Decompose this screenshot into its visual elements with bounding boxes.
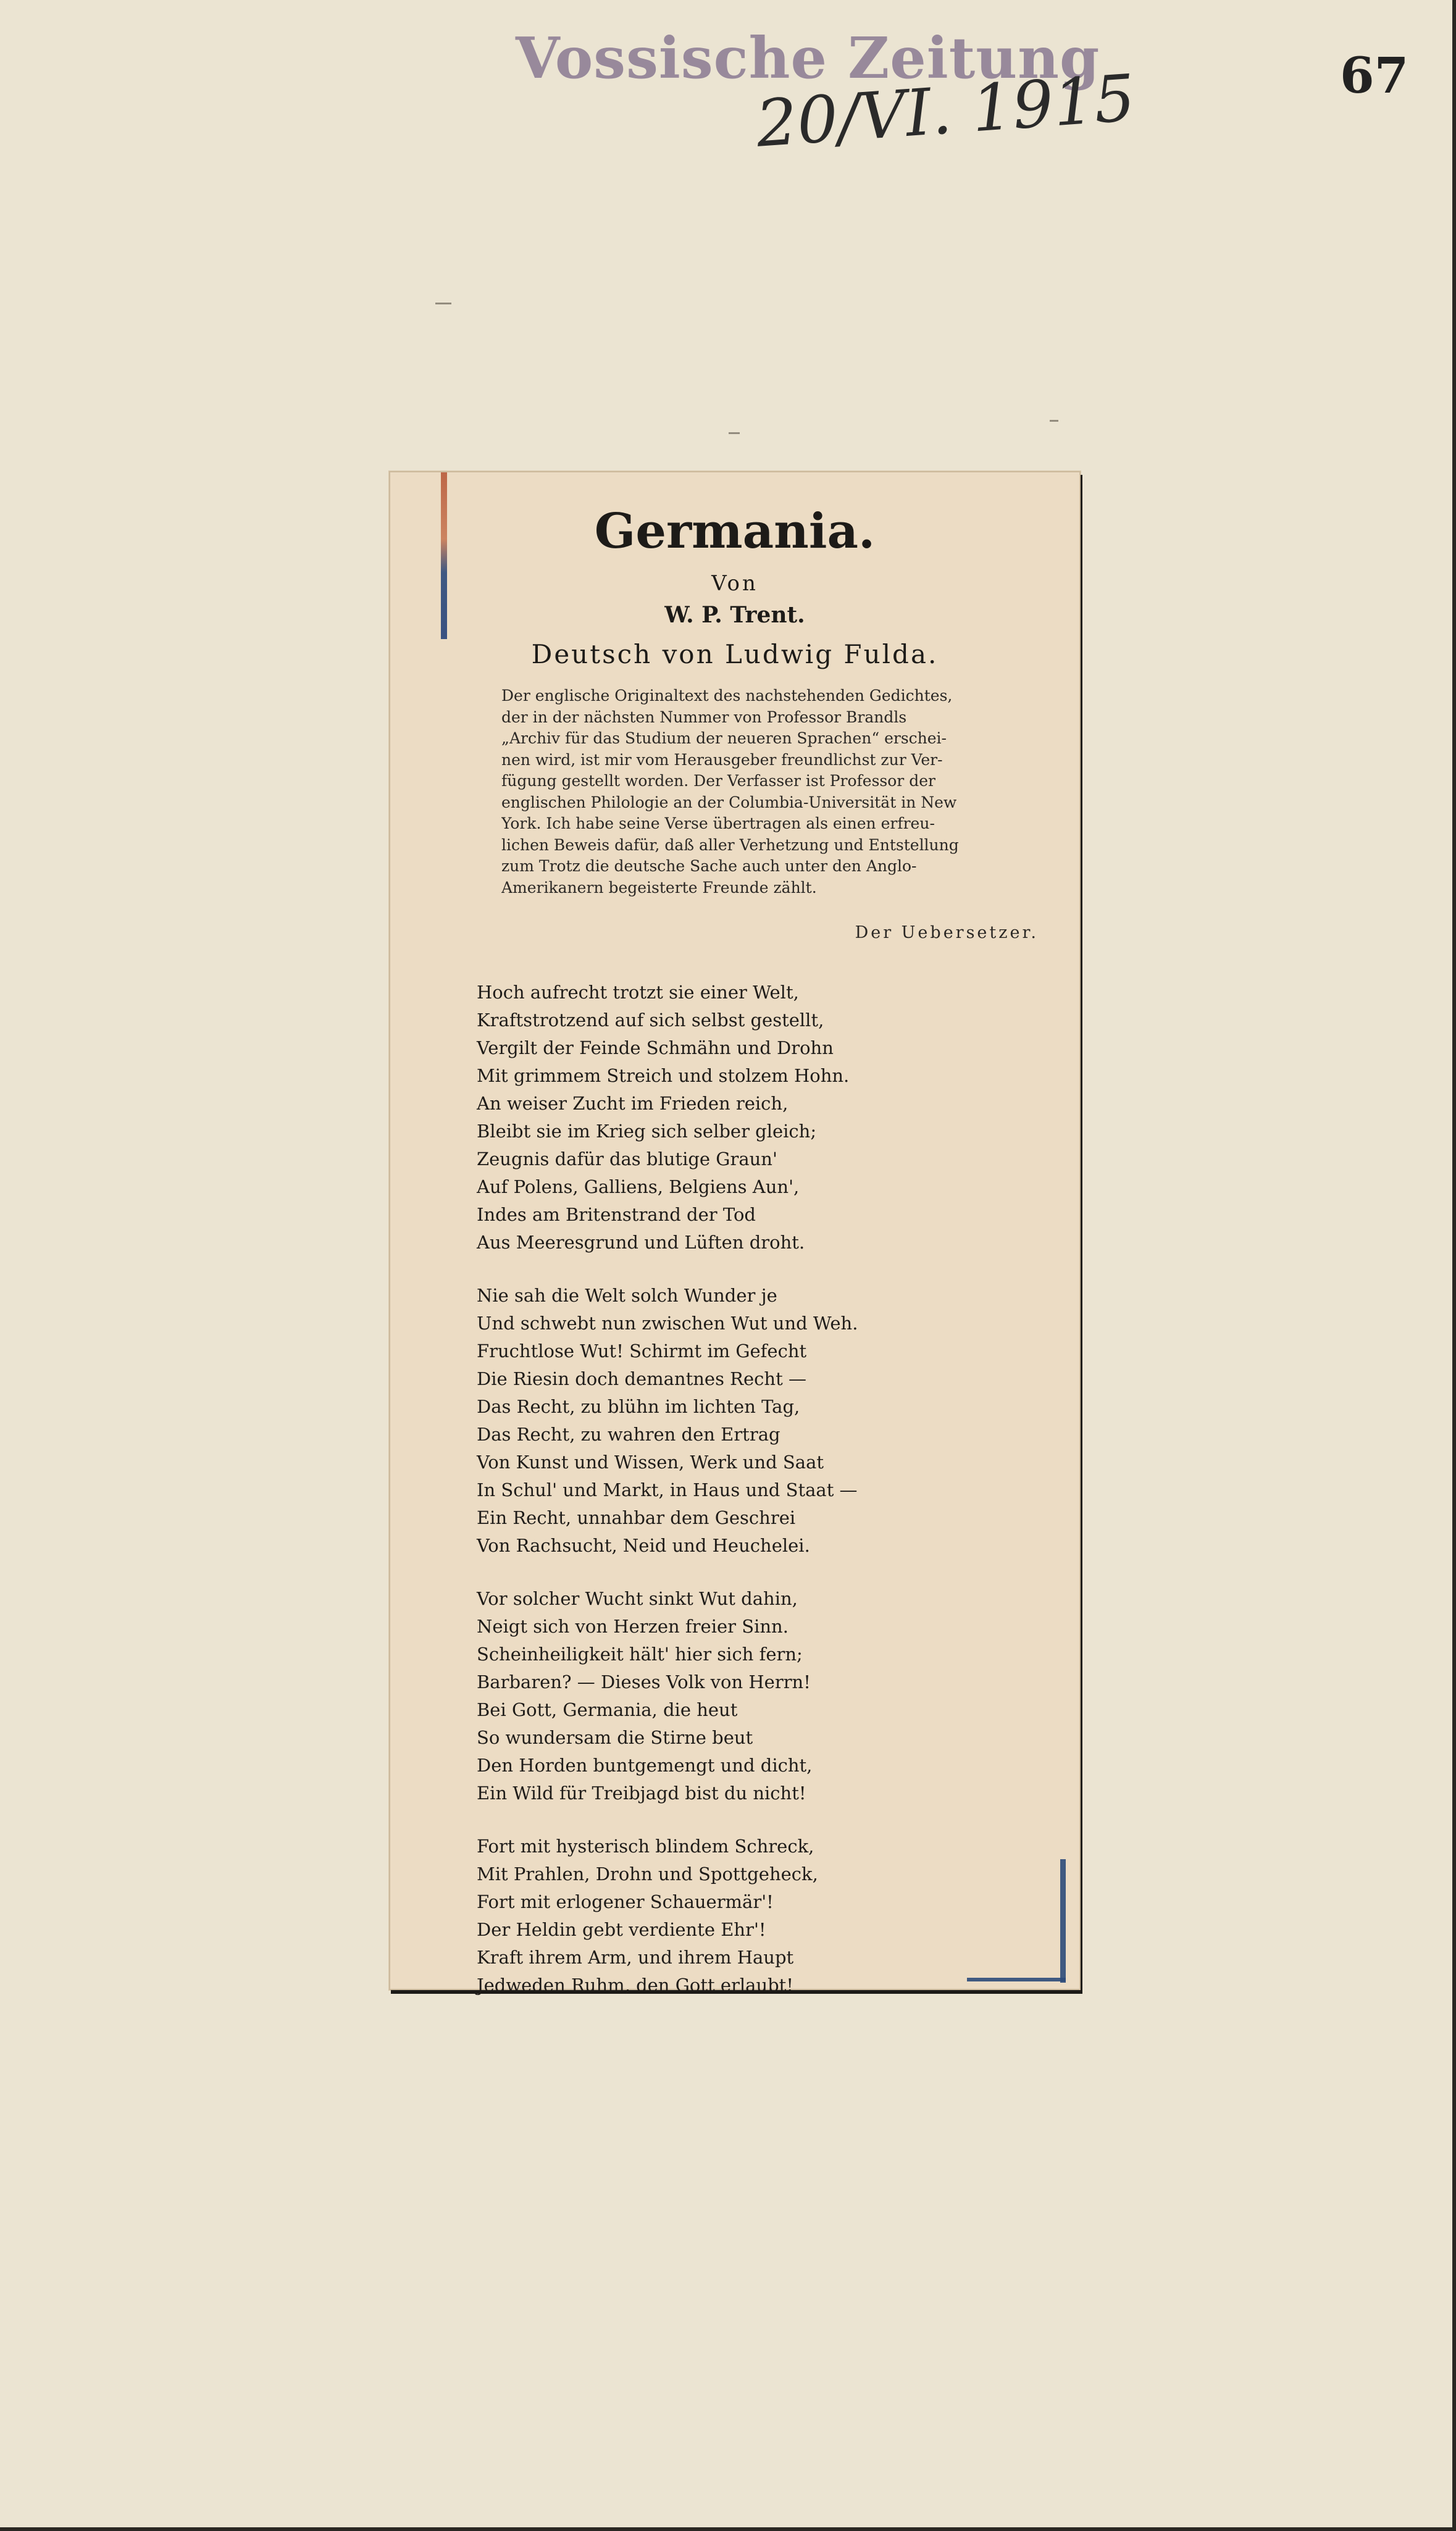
poem-line: Die Riesin doch demantnes Recht — [477,1368,806,1389]
pencil-mark-right [1060,1859,1066,1983]
poem-stanza-3 [477,1585,1020,1807]
poem-line: Zeugnis dafür das blutige Graun' [477,1148,777,1169]
poem-line: Und schwebt nun zwischen Wut und Weh. [477,1313,858,1334]
note-line: zum Trotz die deutsche Sache auch unter den Anglo- [501,857,917,875]
poem-line: Scheinheiligkeit hält' hier sich fern; [477,1644,803,1665]
note-line: „Archiv für das Studium der neueren Sprachen“ erschei- [501,729,947,747]
paper-speck [1050,420,1058,422]
folio-number: 67 [1340,46,1409,104]
poem-line: Mit Prahlen, Drohn und Spottgeheck, [477,1864,818,1885]
poem-line: Hoch aufrecht trotzt sie einer Welt, [477,982,799,1003]
paper-speck [729,432,740,434]
paper-speck [435,303,451,304]
note-line: der in der nächsten Nummer von Professor Brandls [501,708,907,726]
poem-stanza-4 [477,1833,1020,1999]
poem-line: Fort mit hysterisch blindem Schreck, [477,1836,814,1857]
note-signature: Der Uebersetzer. [855,923,1039,942]
note-line: nen wird, ist mir vom Herausgeber freundlichst zur Ver- [501,750,943,769]
note-line: York. Ich habe seine Verse übertragen als einen erfreu- [501,814,935,832]
note-line: fügung gestellt worden. Der Verfasser ist Professor der [501,772,935,790]
byline-prefix: Von [711,571,758,596]
note-line: Amerikanern begeisterte Freunde zählt. [501,878,817,897]
poem-line: Mit grimmem Streich und stolzem Hohn. [477,1065,850,1086]
poem-line: Vergilt der Feinde Schmähn und Drohn [477,1037,834,1058]
poem-line: Nie sah die Welt solch Wunder je [477,1285,777,1306]
poem-line: In Schul' und Markt, in Haus und Staat — [477,1479,858,1500]
poem-line: Auf Polens, Galliens, Belgiens Aun', [477,1176,800,1197]
poem-line: An weiser Zucht im Frieden reich, [477,1093,789,1114]
poem-line: Von Rachsucht, Neid und Heuchelei. [477,1535,810,1556]
poem-stanza-2 [477,1282,1020,1560]
poem-line: So wundersam die Stirne beut [477,1727,753,1748]
translator-line: Deutsch von Ludwig Fulda. [531,639,939,669]
poem-line: Ein Wild für Treibjagd bist du nicht! [477,1783,806,1804]
poem-line: Neigt sich von Herzen freier Sinn. [477,1616,789,1637]
poem-title: Germania. [594,503,876,559]
author-name: W. P. Trent. [664,602,805,628]
handwritten-date: 20/VI. 1915 [753,60,1138,162]
translator-note [501,685,1026,898]
poem-line: Den Horden buntgemengt und dicht, [477,1755,813,1776]
poem-line: Indes am Britenstrand der Tod [477,1204,756,1225]
poem-line: Bei Gott, Germania, die heut [477,1699,738,1720]
poem-line: Fort mit erlogener Schauermär'! [477,1891,774,1912]
poem-line: Jedweden Ruhm, den Gott erlaubt! [477,1975,793,1996]
poem-line: Der Heldin gebt verdiente Ehr'! [477,1919,766,1940]
poem-line: Von Kunst und Wissen, Werk und Saat [477,1452,824,1473]
note-line: lichen Beweis dafür, daß aller Verhetzung und Entstellung [501,835,959,854]
poem-line: Vor solcher Wucht sinkt Wut dahin, [477,1588,798,1609]
poem-line: Kraft ihrem Arm, und ihrem Haupt [477,1947,794,1968]
newspaper-clipping [389,471,1081,1996]
note-line: englischen Philologie an der Columbia-Universität in New [501,793,957,811]
poem-line: Aus Meeresgrund und Lüften droht. [477,1232,805,1253]
poem-body [477,979,1020,2025]
poem-stanza-1 [477,979,1020,1257]
poem-line: Barbaren? — Dieses Volk von Herrn! [477,1671,811,1692]
poem-line: Kraftstrotzend auf sich selbst gestellt, [477,1010,824,1031]
poem-line: Bleibt sie im Krieg sich selber gleich; [477,1121,817,1142]
note-line: Der englische Originaltext des nachstehenden Gedichtes, [501,687,953,705]
poem-line: Das Recht, zu wahren den Ertrag [477,1424,780,1445]
poem-line: Das Recht, zu blühn im lichten Tag, [477,1396,800,1417]
poem-line: Fruchtlose Wut! Schirmt im Gefecht [477,1341,807,1362]
newspaper-stamp: Vossische Zeitung [516,25,1100,91]
poem-line: Ein Recht, unnahbar dem Geschrei [477,1507,796,1528]
